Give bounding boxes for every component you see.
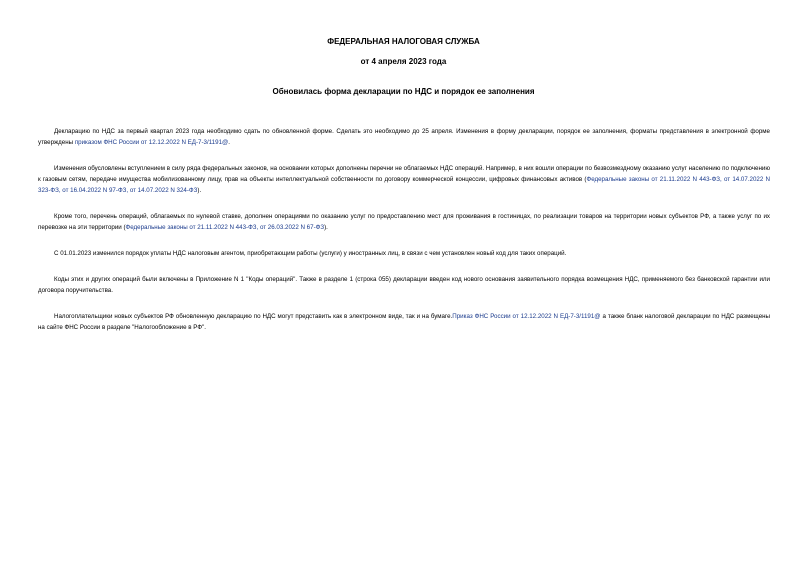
paragraph-text: Декларацию по НДС за первый квартал 2023 года необходимо сдать по обновленной форме. Сделать это необходимо до 25 апреля. Изменения в форму декларации, порядок ее заполнения, форматы представления в электронной форме утверждены (38, 128, 770, 146)
link-federal-laws-443-323-97-324[interactable]: Федеральные законы от 21.11.2022 N 443-ФЗ, от 14.07.2022 N 323-ФЗ, от 16.04.2022 N 97-ФЗ, от 14.07.2022 N 324-ФЗ (38, 176, 771, 194)
document-date: от 4 апреля 2023 года (360, 57, 447, 66)
paragraph-text: а также бланк налоговой декларации по НДС размещены на сайте ФНС России в разделе "Налогообложение в РФ". (38, 313, 771, 331)
organization-heading: ФЕДЕРАЛЬНАЯ НАЛОГОВАЯ СЛУЖБА (327, 37, 480, 46)
link-order-ed-7-3-1191-blank[interactable]: Приказ ФНС России от 12.12.2022 N ЕД-7-3/1191@ (452, 313, 601, 320)
paragraph-text: . (228, 139, 231, 146)
link-order-ed-7-3-1191[interactable]: приказом ФНС России от 12.12.2022 N ЕД-7-3/1191@ (74, 139, 229, 146)
paragraph-text: С 01.01.2023 изменился порядок уплаты НДС налоговым агентом, приобретающим работы (услуги) у иностранных лиц, в связи с чем установлен новый код для таких операций. (54, 250, 567, 257)
paragraph-text: Коды этих и других операций были включены в Приложение N 1 "Коды операций". Также в разделе 1 (строка 055) декларации введен код нового основания заявительного порядка возмещения НДС, применяемого без банковской гарантии или договора поручительства. (38, 276, 770, 294)
paragraph-text: Изменения обусловлены вступлением в силу ряда федеральных законов, на основании которых дополнены перечни не облагаемых НДС операций. Например, в них вошли операции по безвозмездному оказанию услуг населению по подключению к газовым сетям, передаче имущества мобилизованному лицу, прав на объекты интеллектуальной собственности по договору коммерческой концессии, цифровых финансовых активов ( (38, 165, 770, 183)
paragraph-6 (38, 311, 770, 333)
paragraph-text: Кроме того, перечень операций, облагаемых по нулевой ставке, дополнен операциями по оказанию услуг по предоставлению мест для проживания в гостиницах, по реализации товаров на территории новых субъектов РФ, а также услуг по их перевозке на эти территории ( (38, 213, 770, 231)
paragraph-3 (38, 211, 770, 233)
paragraph-text: ). (324, 224, 328, 231)
link-federal-laws-443-67[interactable]: Федеральные законы от 21.11.2022 N 443-ФЗ, от 26.03.2022 N 67-ФЗ (125, 224, 325, 231)
paragraph-4 (38, 248, 770, 259)
paragraph-text: Налогоплательщики новых субъектов РФ обновленную декларацию по НДС могут представить как в электронном виде, так и на бумаге. (54, 313, 453, 320)
document-title: Обновилась форма декларации по НДС и порядок ее заполнения (272, 87, 535, 96)
paragraph-text: ). (197, 187, 202, 194)
paragraph-5 (38, 274, 770, 296)
paragraph-2 (38, 163, 770, 196)
document-body (38, 126, 770, 348)
paragraph-1 (38, 126, 770, 148)
